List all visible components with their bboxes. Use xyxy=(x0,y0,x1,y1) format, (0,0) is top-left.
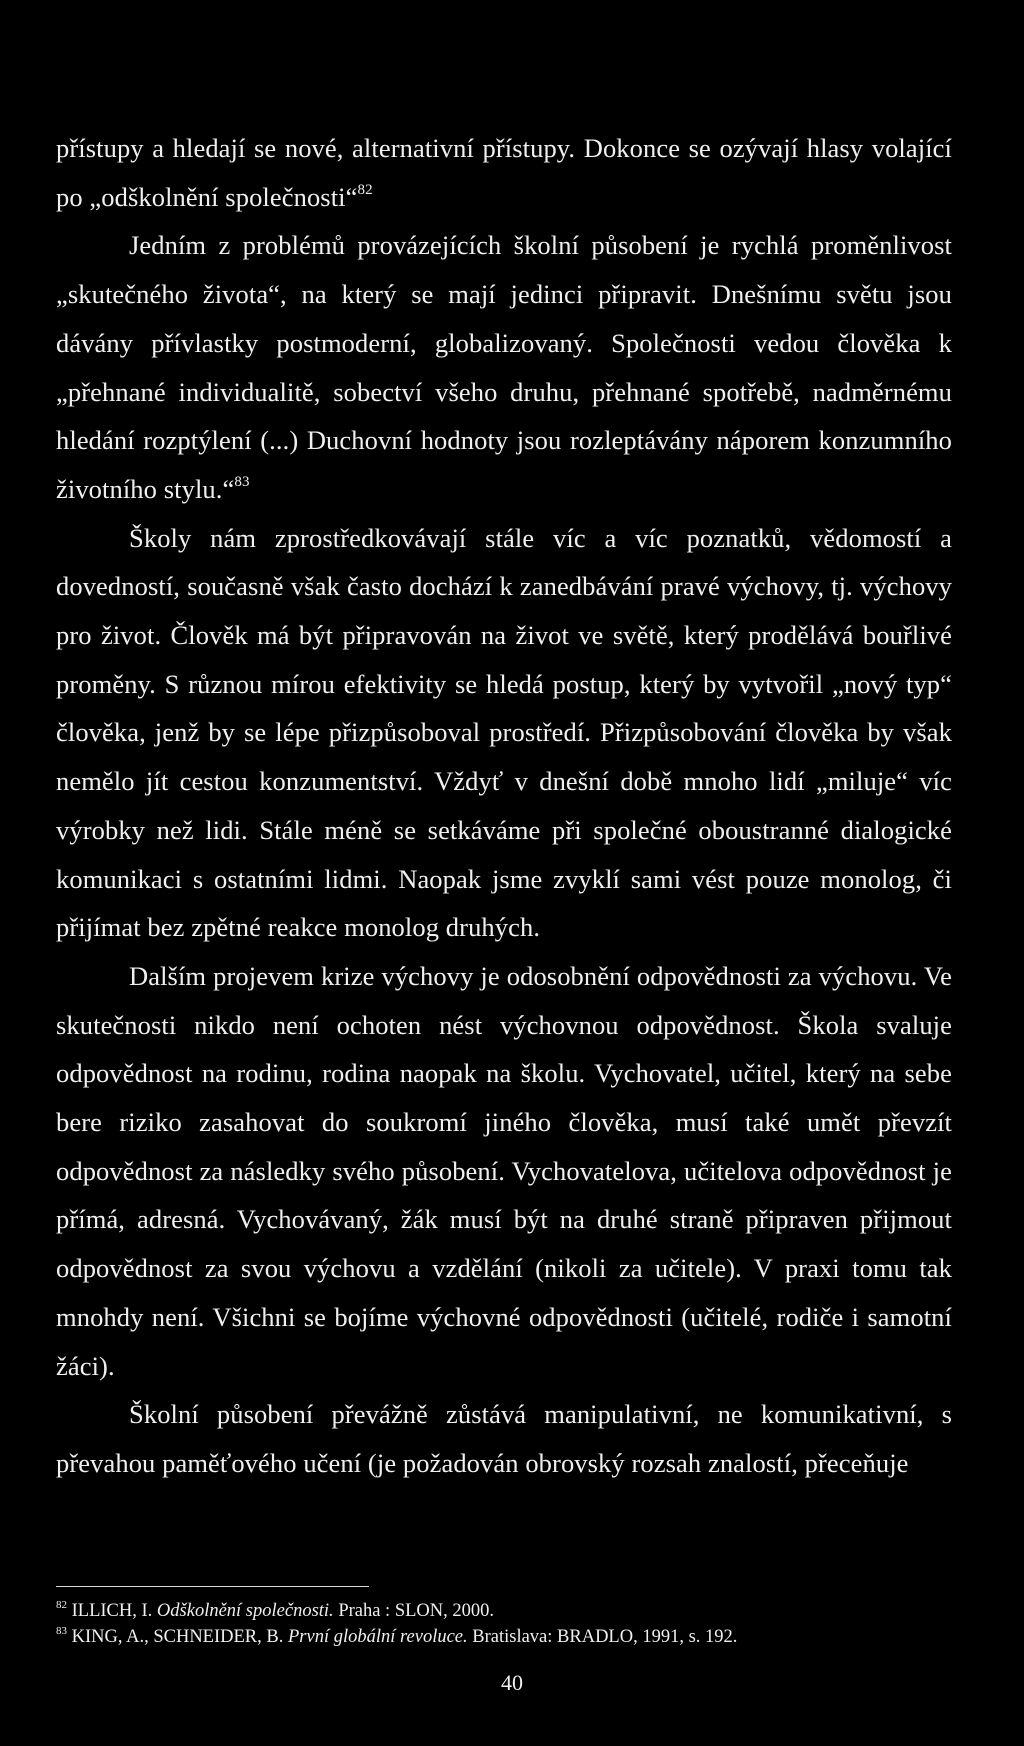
footnote-ref: 82 xyxy=(357,181,373,198)
paragraph-text: Dalším projevem krize výchovy je odosobnění odpovědnosti za výchovu. Ve skutečnosti nikdo není ochoten nést výchovnou odpovědnost. Škola svaluje odpovědnost na rodinu, rodina naopak na školu. Vychovatel, učitel, který na sebe bere riziko zasahovat do soukromí jiného člověka, musí také umět převzít odpovědnost za následky svého působení. Vychovatelova, učitelova odpovědnost je přímá, adresná. Vychovávaný, žák musí být na druhé straně připraven přijmout odpovědnost za svou výchovu a vzdělání (nikoli za učitele). V praxi tomu tak mnohdy není. Všichni se bojíme výchovné odpovědnosti (učitelé, rodiče i samotní žáci). xyxy=(56,960,952,1381)
footnote xyxy=(56,1624,952,1650)
footnote-ref: 83 xyxy=(234,474,250,491)
footnote-publisher: Praha : SLON, 2000. xyxy=(333,1601,495,1621)
footnote-number: 83 xyxy=(56,1624,67,1637)
paragraph-text: Školy nám zprostředkovávají stále víc a víc poznatků, vědomostí a dovedností, současně však často dochází k zanedbávání pravé výchovy, tj. výchovy pro život. Člověk má být připravován na život ve světě, který prodělává bouřlivé proměny. S různou mírou efektivity se hledá postup, který by vytvořil „nový typ“ člověka, jenž by se lépe přizpůsoboval prostředí. Přizpůsobování člověka by však nemělo jít cestou konzumentství. Vždyť v dnešní době mnoho lidí „miluje“ víc výrobky než lidi. Stále méně se setkáváme při společné oboustranné dialogické komunikaci s ostatními lidmi. Naopak jsme zvyklí sami vést pouze monolog, či přijímat bez zpětné reakce monolog druhých. xyxy=(56,522,952,943)
paragraph xyxy=(56,1390,952,1487)
footnote-title: Odškolnění společnosti. xyxy=(156,1601,334,1621)
footnote-separator xyxy=(56,1586,369,1587)
paragraph xyxy=(56,952,952,1390)
paragraph xyxy=(56,514,952,952)
paragraph xyxy=(56,124,952,221)
paragraph-text: přístupy a hledají se nové, alternativní přístupy. Dokonce se ozývají hlasy volající po „odškolnění společnosti“ xyxy=(56,133,952,212)
footnote-number: 82 xyxy=(56,1598,67,1611)
footnote-title: První globální revoluce. xyxy=(287,1627,468,1647)
paragraph xyxy=(56,221,952,513)
footnotes xyxy=(56,1598,952,1650)
footnote-author: ILLICH, I. xyxy=(71,1601,157,1621)
paragraph-text: Jedním z problémů provázejících školní působení je rychlá proměnlivost „skutečného života“, na který se mají jedinci připravit. Dnešnímu světu jsou dávány přívlastky postmoderní, globalizovaný. Společnosti vedou člověka k „přehnané individualitě, sobectví všeho druhu, přehnané spotřebě, nadměrnému hledání rozptýlení (...) Duchovní hodnoty jsou rozleptávány náporem konzumního životního stylu.“ xyxy=(56,230,952,504)
footnote-author: KING, A., SCHNEIDER, B. xyxy=(71,1627,288,1647)
body-text xyxy=(56,124,952,1488)
paragraph-text: Školní působení převážně zůstává manipulativní, ne komunikativní, s převahou paměťového učení (je požadován obrovský rozsah znalostí, přeceňuje xyxy=(56,1399,952,1478)
footnote-publisher: Bratislava: BRADLO, 1991, s. 192. xyxy=(467,1627,738,1647)
page-number: 40 xyxy=(501,1670,523,1695)
footnote xyxy=(56,1598,952,1624)
